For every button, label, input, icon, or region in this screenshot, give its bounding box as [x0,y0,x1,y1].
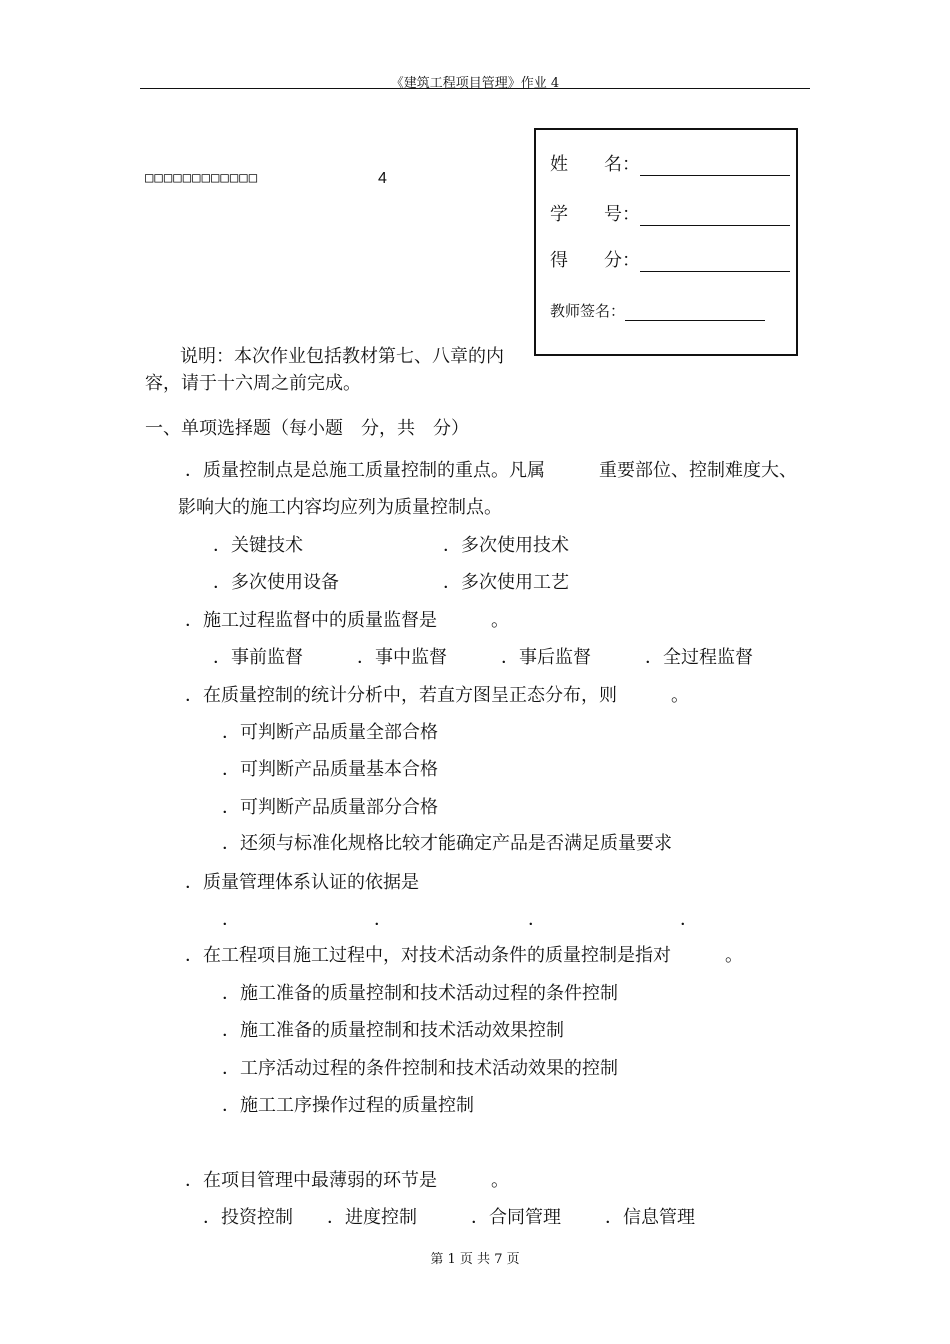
document-title-garbled: □□□□□□□□□□□□ [145,170,259,186]
name-field[interactable] [640,159,790,176]
question-2-option-a[interactable]: ．事前监督 [213,647,303,668]
question-1-option-b[interactable]: ．多次使用技术 [443,535,569,556]
page-footer: 第 1 页 共 7 页 [430,1252,520,1267]
question-6-option-d[interactable]: ．信息管理 [605,1207,695,1228]
section-title: 一、单项选择题（每小题 分，共 分） [145,418,469,439]
question-4-option-a[interactable]: ． [222,909,240,930]
question-1-option-c[interactable]: ．多次使用设备 [213,572,339,593]
question-4-option-d[interactable]: ． [680,909,698,930]
question-1-option-d[interactable]: ．多次使用工艺 [443,572,569,593]
question-4-option-c[interactable]: ． [528,909,546,930]
question-2-option-d[interactable]: ．全过程监督 [645,647,753,668]
question-5-option-d[interactable]: ．施工工序操作过程的质量控制 [222,1095,474,1116]
homework-number: 4 [378,170,387,187]
question-5-option-a[interactable]: ．施工准备的质量控制和技术活动过程的条件控制 [222,983,618,1004]
score-field[interactable] [640,255,790,272]
student-id-field[interactable] [640,209,790,226]
student-id-row [550,200,790,226]
question-4-option-b[interactable]: ． [374,909,392,930]
name-label: 姓 名： [550,154,640,175]
score-row [550,246,790,272]
name-row [550,150,790,176]
question-1-stem-line-1: ．质量控制点是总施工质量控制的重点。凡属 重要部位、控制难度大、 [185,460,797,481]
header-rule [140,88,810,89]
question-2-option-b[interactable]: ．事中监督 [357,647,447,668]
question-5-option-b[interactable]: ．施工准备的质量控制和技术活动效果控制 [222,1020,564,1041]
question-6-option-a[interactable]: ．投资控制 [203,1207,293,1228]
question-1-option-a[interactable]: ．关键技术 [213,535,303,556]
question-6-stem: ．在项目管理中最薄弱的环节是 。 [185,1170,509,1191]
page-header: 《建筑工程项目管理》作业 4 [390,76,560,91]
question-1-stem-line-2: 影响大的施工内容均应列为质量控制点。 [178,497,502,518]
instruction-note: 说明：本次作业包括教材第七、八章的内容，请于十六周之前完成。 [145,346,504,394]
question-3-option-c[interactable]: ．可判断产品质量部分合格 [222,797,438,818]
question-3-stem: ．在质量控制的统计分析中，若直方图呈正态分布，则 。 [185,685,689,706]
student-id-label: 学 号： [550,204,640,225]
question-2-stem: ．施工过程监督中的质量监督是 。 [185,610,509,631]
question-2-option-c[interactable]: ．事后监督 [501,647,591,668]
student-info-box [534,128,798,356]
teacher-signature-label: 教师签名： [550,302,626,320]
question-5-stem: ．在工程项目施工过程中，对技术活动条件的质量控制是指对 。 [185,945,743,966]
question-3-option-b[interactable]: ．可判断产品质量基本合格 [222,759,438,780]
question-3-option-a[interactable]: ．可判断产品质量全部合格 [222,722,438,743]
question-4-stem: ．质量管理体系认证的依据是 [185,872,419,893]
teacher-signature-field[interactable] [625,304,765,321]
score-label: 得 分： [550,250,640,271]
question-3-option-d[interactable]: ．还须与标准化规格比较才能确定产品是否满足质量要求 [222,833,672,854]
question-5-option-c[interactable]: ．工序活动过程的条件控制和技术活动效果的控制 [222,1058,618,1079]
question-6-option-b[interactable]: ．进度控制 [327,1207,417,1228]
question-6-option-c[interactable]: ．合同管理 [471,1207,561,1228]
teacher-signature-row [550,300,765,321]
